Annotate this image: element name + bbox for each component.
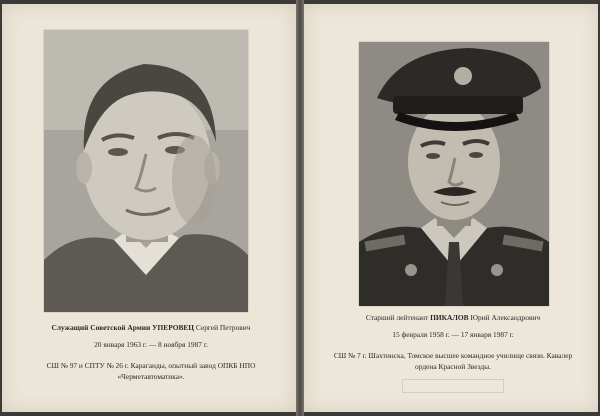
book-gutter bbox=[296, 0, 304, 416]
portrait-pikalov-image bbox=[359, 42, 549, 306]
caption-given-names: Юрий Александрович bbox=[470, 313, 541, 322]
portrait-uperovets-image bbox=[44, 30, 248, 312]
caption-name-line bbox=[32, 322, 270, 333]
caption-dates: 20 января 1963 г. — 8 ноября 1987 г. bbox=[94, 340, 208, 349]
caption-rank: Служащий Советской Армии bbox=[51, 323, 151, 332]
portrait-photo-pikalov bbox=[359, 42, 549, 306]
caption-bio: СШ № 7 г. Шахтинска, Томское высшее командное училище связи. Кавалер ордена Красной Звезды. bbox=[333, 351, 573, 371]
caption-surname: ПИКАЛОВ bbox=[430, 313, 469, 322]
caption-given-names: Сергей Петрович bbox=[195, 323, 251, 332]
caption-uperovets bbox=[32, 322, 270, 382]
faint-stamp-mark bbox=[402, 379, 504, 393]
right-page bbox=[304, 4, 598, 412]
caption-pikalov bbox=[328, 312, 578, 372]
caption-rank: Старший лейтенант bbox=[365, 313, 429, 322]
left-page bbox=[2, 4, 296, 412]
caption-dates: 15 февраля 1958 г. — 17 января 1987 г. bbox=[392, 330, 514, 339]
caption-bio: СШ № 97 и СПТУ № 26 г. Караганды, опытный завод ОПКБ НПО «Черметавтоматика». bbox=[46, 361, 256, 381]
portrait-photo-uperovets bbox=[44, 30, 248, 312]
caption-surname: УПЕРОВЕЦ bbox=[152, 323, 195, 332]
caption-name-line bbox=[328, 312, 578, 323]
